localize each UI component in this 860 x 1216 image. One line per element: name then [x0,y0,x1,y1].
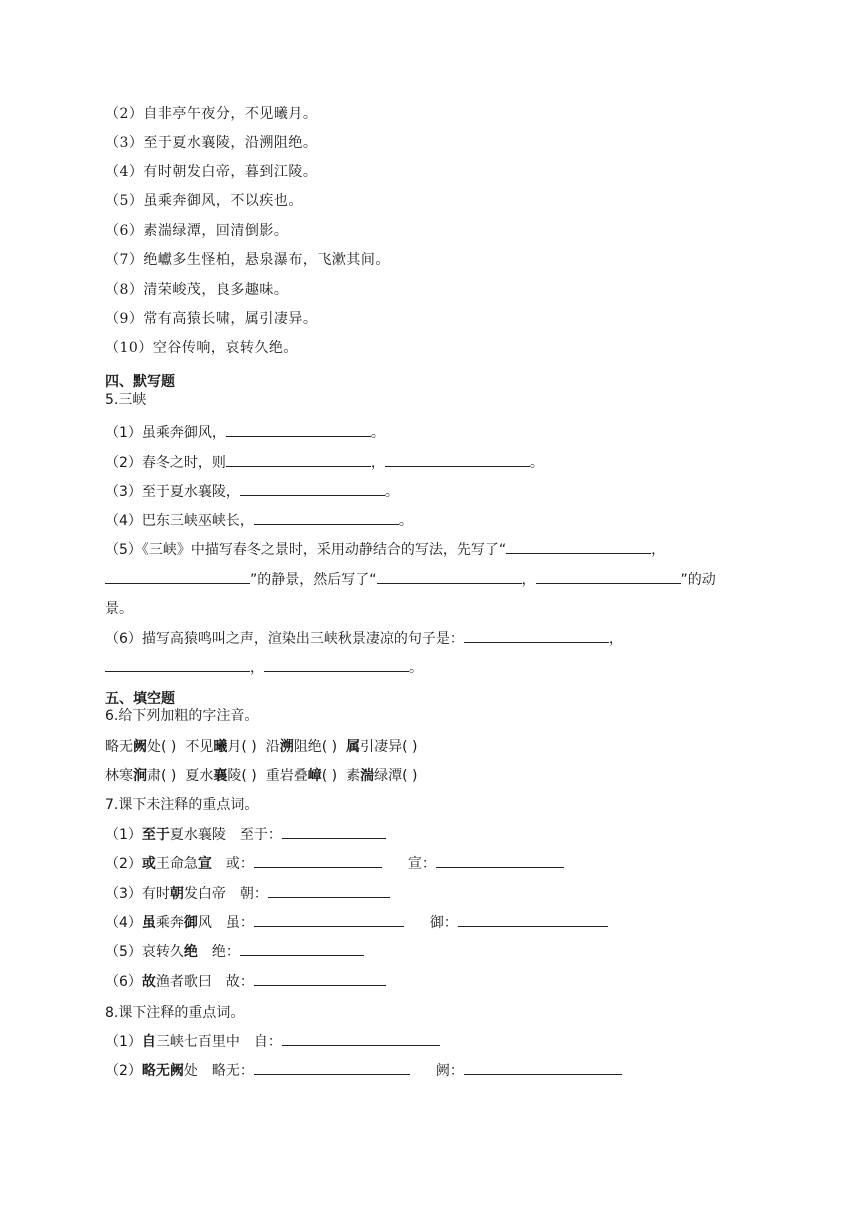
answer-blank[interactable] [254,912,404,927]
answer-group [430,912,608,932]
answer-blank[interactable] [240,481,385,496]
answer-label: 御： [429,914,458,931]
answer-group [408,853,564,873]
answer-blank[interactable] [254,510,399,525]
translate-item-6: （6）素湍绿潭，回清倒影。 [105,223,289,239]
bold-word: 宣 [197,856,212,873]
answer-label: 宣： [407,856,436,873]
q8-item [105,1031,440,1051]
answer-blank[interactable] [226,452,371,467]
phonetic-item[interactable]: 林寒涧肃( ) [105,768,177,784]
q7-item [105,971,386,991]
answer-group [226,912,404,932]
translate-item-4: （4）有时朝发白帝，暮到江陵。 [105,164,318,180]
phonetic-item[interactable]: 素湍绿潭( ) [346,768,418,784]
answer-blank[interactable] [464,628,609,643]
phonetic-item[interactable]: 沿溯阻绝( ) [265,739,338,755]
bold-word: 故 [141,973,156,990]
question-5-6-line2: ， 。 [105,657,423,677]
answer-blank[interactable] [436,853,564,868]
item-phrase: （1）自三峡七百里中 [105,1034,240,1050]
q7-item [105,883,390,903]
question-5-2-text: （2）春冬之时，则 [105,455,226,471]
answer-group [212,941,364,961]
question-6-row-1 [105,736,418,756]
section-heading-dictation: 四、默写题 [105,374,175,390]
answer-blank[interactable] [240,941,364,956]
answer-blank[interactable] [506,539,651,554]
question-5-5-line2: ”的静景，然后写了“ ， ”的动 [105,569,716,589]
phonetic-item[interactable]: 重岩叠嶂( ) [265,768,338,784]
bold-character: 嶂 [307,768,322,784]
item-phrase: （5）哀转久绝 [105,944,198,961]
q7-item [105,941,364,961]
q8-item [105,1060,622,1080]
translate-item-8: （8）清荣峻茂，良多趣味。 [105,282,289,298]
item-phrase: （3）有时朝发白帝 [105,885,226,902]
bold-word: 至于 [141,827,170,843]
translate-item-5: （5）虽乘奔御风，不以疾也。 [105,193,303,209]
phonetic-item[interactable]: 略无阙处( ) [105,739,177,755]
question-5-title: 5.三峡 [105,392,147,408]
answer-group [226,971,386,991]
question-5-1-text: （1）虽乘奔御风， [105,425,226,441]
question-5-4-text: （4）巴东三峡巫峡长， [105,513,254,529]
bold-character: 湍 [360,768,375,784]
translate-item-9: （9）常有高猿长啸，属引凄异。 [105,311,318,327]
answer-group [436,1060,622,1080]
bold-character: 襄 [213,768,228,784]
question-6-title: 6.给下列加粗的字注音。 [105,708,259,724]
bold-word: 略无阙 [141,1063,184,1079]
answer-group [226,853,382,873]
bold-word: 绝 [183,944,198,961]
bold-character: 阙 [133,739,147,755]
question-6-row-2 [105,765,418,785]
answer-blank[interactable] [264,657,409,672]
answer-blank[interactable] [464,1060,622,1075]
question-5-1: （1）虽乘奔御风， 。 [105,422,385,442]
bold-character: 涧 [133,768,147,784]
translate-item-7: （7）绝巘多生怪柏，悬泉瀑布，飞漱其间。 [105,252,390,268]
answer-blank[interactable] [226,422,371,437]
item-phrase: （6）故渔者歌曰 [105,973,212,990]
answer-label: 朝： [239,885,268,902]
answer-label: 自： [253,1034,282,1050]
answer-label: 故： [225,973,254,990]
answer-blank[interactable] [385,452,530,467]
answer-blank[interactable] [254,853,382,868]
answer-blank[interactable] [268,883,390,898]
translate-item-10: （10）空谷传响，哀转久绝。 [105,340,298,356]
phonetic-item[interactable]: 属引凄异( ) [346,739,418,755]
item-phrase: （4）虽乘奔御风 [105,914,212,931]
answer-label: 虽： [225,914,254,931]
bold-character: 溯 [279,739,294,755]
q7-item [105,853,564,873]
question-8-title: 8.课下注释的重点词。 [105,1005,245,1021]
answer-blank[interactable] [458,912,608,927]
answer-group [254,1031,440,1051]
answer-blank[interactable] [105,657,250,672]
translate-item-3: （3）至于夏水襄陵，沿溯阻绝。 [105,135,318,151]
item-phrase: （2）略无阙处 [105,1063,198,1079]
answer-blank[interactable] [282,1031,440,1046]
bold-character: 曦 [213,739,228,755]
question-5-6-text: （6）描写高猿鸣叫之声，渲染出三峡秋景凄凉的句子是： [105,631,464,647]
phonetic-item[interactable]: 夏水襄陵( ) [185,768,257,784]
q7-item [105,824,386,844]
answer-blank[interactable] [254,971,386,986]
question-5-2: （2）春冬之时，则 ， 。 [105,452,544,472]
question-5-6-line1: （6）描写高猿鸣叫之声，渲染出三峡秋景凄凉的句子是： ， [105,628,623,648]
translate-item-2: （2）自非亭午夜分，不见曦月。 [105,106,318,122]
item-phrase: （1）至于夏水襄陵 [105,827,226,843]
answer-group [212,1060,410,1080]
bold-character: 属 [346,739,361,755]
bold-word: 虽 [141,914,156,931]
answer-label: 阙： [435,1063,464,1079]
bold-word: 御 [183,914,198,931]
answer-blank[interactable] [536,569,681,584]
answer-label: 或： [225,856,254,873]
answer-label: 略无： [211,1063,254,1079]
answer-group [240,824,386,844]
section-heading-fill: 五、填空题 [105,691,175,707]
answer-blank[interactable] [377,569,522,584]
answer-label: 绝： [211,944,240,961]
answer-blank[interactable] [282,824,386,839]
question-7-title: 7.课下未注释的重点词。 [105,797,259,813]
question-5-5-line1: （5）《三峡》中描写春冬之景时，采用动静结合的写法，先写了“ ， [105,539,665,559]
q7-item [105,912,608,932]
answer-label: 至于： [239,827,282,843]
bold-word: 朝 [169,885,184,902]
question-5-5-line3: 景。 [105,601,133,617]
question-5-3: （3）至于夏水襄陵， 。 [105,481,399,501]
bold-word: 自 [141,1034,156,1050]
item-phrase: （2）或王命急宣 [105,856,212,873]
answer-blank[interactable] [254,1060,410,1075]
answer-group [240,883,390,903]
question-5-5-text: （5）《三峡》中描写春冬之景时，采用动静结合的写法，先写了“ [105,542,507,558]
answer-blank[interactable] [105,569,250,584]
phonetic-item[interactable]: 不见曦月( ) [185,739,257,755]
question-5-4: （4）巴东三峡巫峡长， 。 [105,510,413,530]
bold-word: 或 [141,856,156,873]
question-5-3-text: （3）至于夏水襄陵， [105,484,240,500]
